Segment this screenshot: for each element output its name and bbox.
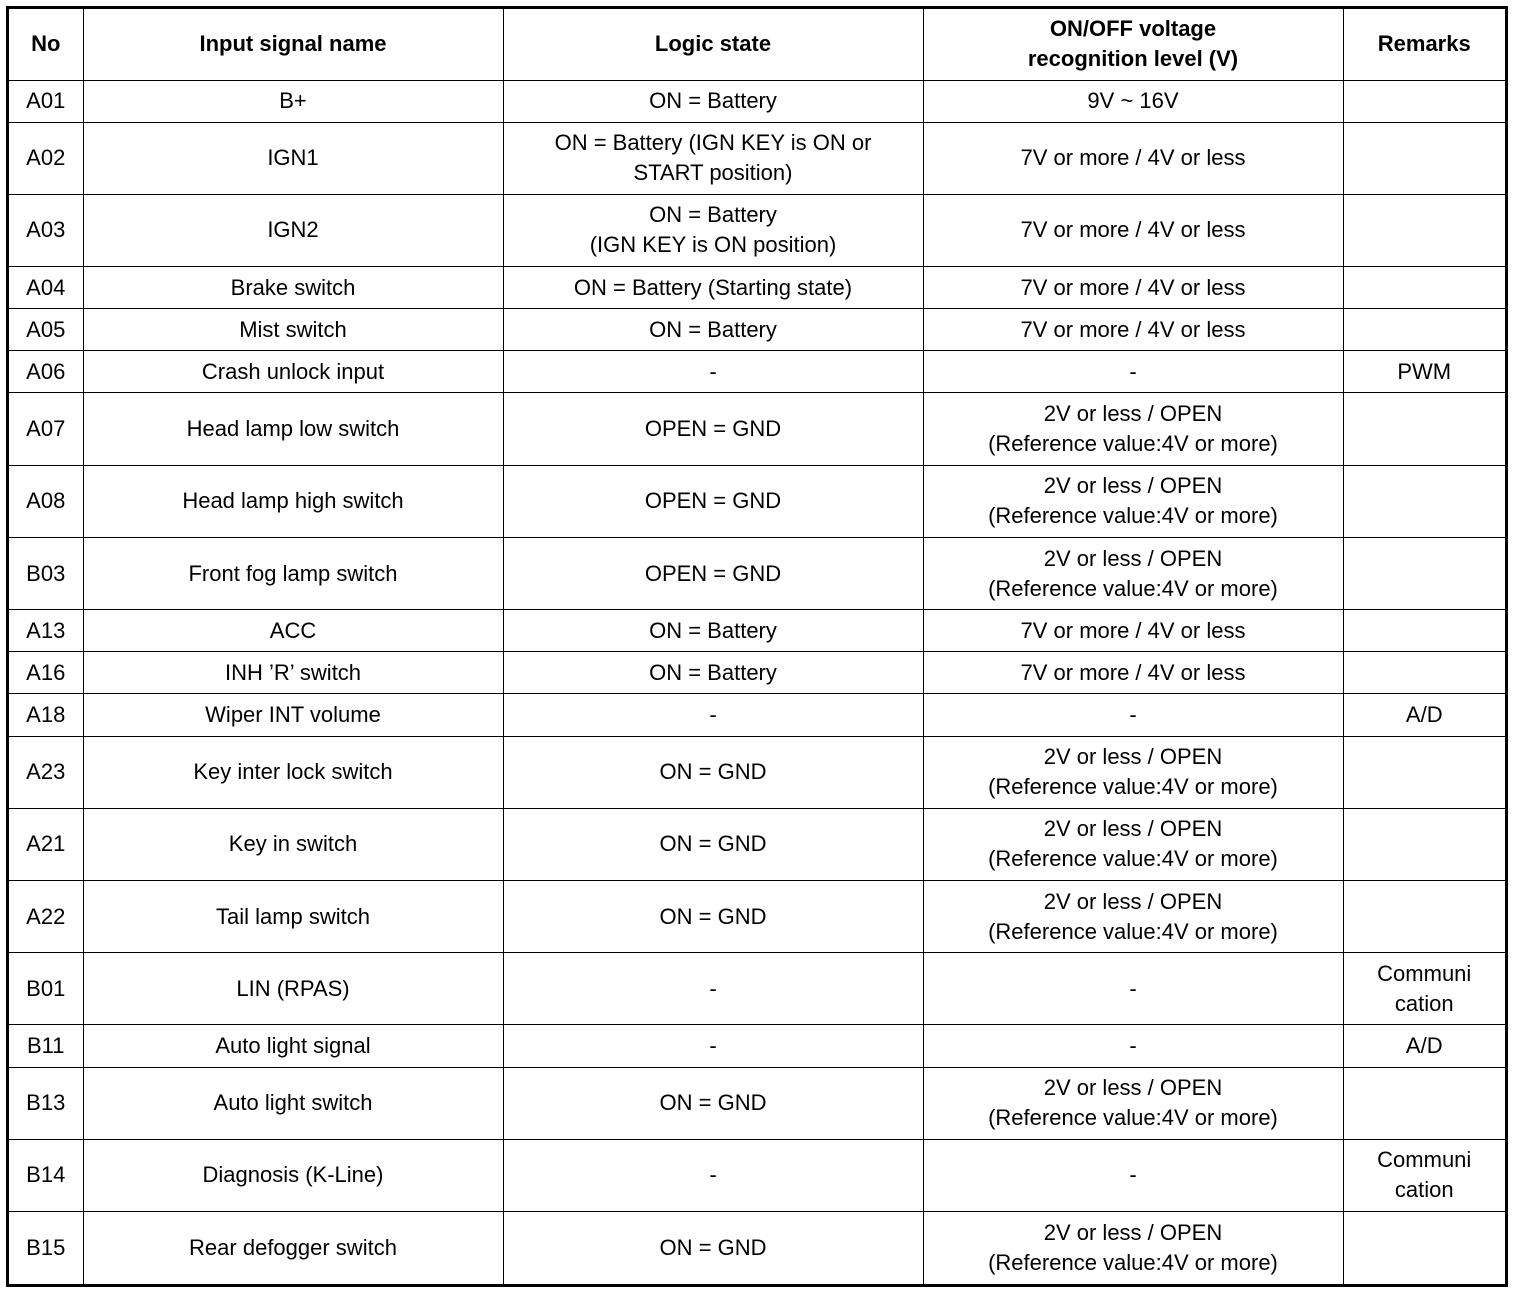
cell-voltage: 2V or less / OPEN (Reference value:4V or more)	[923, 881, 1343, 953]
table-row	[9, 808, 1505, 880]
cell-remarks	[1343, 465, 1505, 537]
cell-remarks	[1343, 80, 1505, 122]
cell-remarks	[1343, 1212, 1505, 1284]
cell-remarks	[1343, 537, 1505, 609]
cell-signal-name: Diagnosis (K-Line)	[83, 1139, 503, 1211]
input-signal-table	[9, 9, 1505, 1284]
cell-signal-name: Front fog lamp switch	[83, 537, 503, 609]
cell-remarks	[1343, 808, 1505, 880]
table-row	[9, 736, 1505, 808]
cell-logic-state: ON = Battery	[503, 80, 923, 122]
cell-no: A21	[9, 808, 83, 880]
cell-remarks	[1343, 267, 1505, 309]
cell-signal-name: Brake switch	[83, 267, 503, 309]
cell-no: B13	[9, 1067, 83, 1139]
table-row	[9, 610, 1505, 652]
table-row	[9, 537, 1505, 609]
cell-remarks	[1343, 881, 1505, 953]
cell-logic-state: OPEN = GND	[503, 465, 923, 537]
table-row	[9, 351, 1505, 393]
cell-voltage: 7V or more / 4V or less	[923, 122, 1343, 194]
cell-remarks	[1343, 1067, 1505, 1139]
cell-no: A01	[9, 80, 83, 122]
cell-logic-state: OPEN = GND	[503, 537, 923, 609]
cell-voltage: 7V or more / 4V or less	[923, 610, 1343, 652]
cell-signal-name: INH ’R’ switch	[83, 652, 503, 694]
cell-remarks	[1343, 309, 1505, 351]
cell-signal-name: B+	[83, 80, 503, 122]
cell-voltage: 2V or less / OPEN (Reference value:4V or more)	[923, 1067, 1343, 1139]
cell-voltage: 2V or less / OPEN (Reference value:4V or more)	[923, 808, 1343, 880]
cell-signal-name: Tail lamp switch	[83, 881, 503, 953]
cell-voltage: 2V or less / OPEN (Reference value:4V or more)	[923, 393, 1343, 465]
cell-remarks	[1343, 122, 1505, 194]
cell-logic-state: ON = Battery	[503, 652, 923, 694]
cell-no: A03	[9, 194, 83, 266]
cell-voltage: 7V or more / 4V or less	[923, 194, 1343, 266]
cell-signal-name: Head lamp high switch	[83, 465, 503, 537]
cell-logic-state: ON = Battery (IGN KEY is ON or START position)	[503, 122, 923, 194]
cell-voltage: 7V or more / 4V or less	[923, 267, 1343, 309]
cell-voltage: 2V or less / OPEN (Reference value:4V or more)	[923, 1212, 1343, 1284]
cell-no: A06	[9, 351, 83, 393]
cell-signal-name: IGN2	[83, 194, 503, 266]
cell-signal-name: Key in switch	[83, 808, 503, 880]
cell-voltage: 2V or less / OPEN (Reference value:4V or more)	[923, 465, 1343, 537]
cell-logic-state: -	[503, 351, 923, 393]
cell-remarks	[1343, 194, 1505, 266]
cell-logic-state: -	[503, 1025, 923, 1067]
cell-signal-name: Wiper INT volume	[83, 694, 503, 736]
cell-logic-state: ON = GND	[503, 1067, 923, 1139]
cell-logic-state: ON = GND	[503, 736, 923, 808]
cell-remarks	[1343, 736, 1505, 808]
header-voltage-level: ON/OFF voltage recognition level (V)	[923, 9, 1343, 80]
cell-voltage: -	[923, 1025, 1343, 1067]
input-signal-table-frame	[6, 6, 1508, 1287]
table-row	[9, 652, 1505, 694]
cell-remarks: A/D	[1343, 694, 1505, 736]
cell-logic-state: ON = Battery (Starting state)	[503, 267, 923, 309]
cell-no: A13	[9, 610, 83, 652]
table-row	[9, 465, 1505, 537]
cell-voltage: -	[923, 694, 1343, 736]
cell-voltage: -	[923, 953, 1343, 1025]
cell-voltage: -	[923, 1139, 1343, 1211]
table-row	[9, 267, 1505, 309]
cell-no: A22	[9, 881, 83, 953]
cell-remarks	[1343, 393, 1505, 465]
cell-signal-name: Rear defogger switch	[83, 1212, 503, 1284]
table-row	[9, 1025, 1505, 1067]
cell-no: B03	[9, 537, 83, 609]
cell-logic-state: ON = Battery (IGN KEY is ON position)	[503, 194, 923, 266]
cell-no: B14	[9, 1139, 83, 1211]
cell-no: A02	[9, 122, 83, 194]
cell-no: B15	[9, 1212, 83, 1284]
cell-remarks: A/D	[1343, 1025, 1505, 1067]
table-row	[9, 881, 1505, 953]
cell-remarks: Communi cation	[1343, 953, 1505, 1025]
table-row	[9, 1139, 1505, 1211]
cell-remarks	[1343, 652, 1505, 694]
cell-voltage: 2V or less / OPEN (Reference value:4V or more)	[923, 736, 1343, 808]
cell-remarks	[1343, 610, 1505, 652]
table-row	[9, 1212, 1505, 1284]
cell-signal-name: Auto light signal	[83, 1025, 503, 1067]
cell-signal-name: Head lamp low switch	[83, 393, 503, 465]
header-logic-state: Logic state	[503, 9, 923, 80]
table-row	[9, 309, 1505, 351]
header-remarks: Remarks	[1343, 9, 1505, 80]
cell-logic-state: ON = GND	[503, 881, 923, 953]
cell-logic-state: OPEN = GND	[503, 393, 923, 465]
cell-logic-state: -	[503, 953, 923, 1025]
cell-no: B01	[9, 953, 83, 1025]
cell-no: A07	[9, 393, 83, 465]
table-row	[9, 393, 1505, 465]
cell-no: A18	[9, 694, 83, 736]
cell-signal-name: Auto light switch	[83, 1067, 503, 1139]
cell-remarks: PWM	[1343, 351, 1505, 393]
table-row	[9, 953, 1505, 1025]
cell-voltage: 9V ~ 16V	[923, 80, 1343, 122]
cell-no: A23	[9, 736, 83, 808]
cell-no: B11	[9, 1025, 83, 1067]
cell-signal-name: ACC	[83, 610, 503, 652]
cell-no: A05	[9, 309, 83, 351]
cell-voltage: -	[923, 351, 1343, 393]
table-row	[9, 80, 1505, 122]
cell-no: A16	[9, 652, 83, 694]
table-row	[9, 1067, 1505, 1139]
cell-voltage: 7V or more / 4V or less	[923, 652, 1343, 694]
cell-signal-name: LIN (RPAS)	[83, 953, 503, 1025]
table-row	[9, 694, 1505, 736]
cell-remarks: Communi cation	[1343, 1139, 1505, 1211]
cell-no: A08	[9, 465, 83, 537]
cell-logic-state: -	[503, 1139, 923, 1211]
cell-no: A04	[9, 267, 83, 309]
cell-logic-state: ON = Battery	[503, 610, 923, 652]
cell-logic-state: ON = GND	[503, 1212, 923, 1284]
cell-signal-name: Key inter lock switch	[83, 736, 503, 808]
header-row	[9, 9, 1505, 80]
cell-signal-name: Crash unlock input	[83, 351, 503, 393]
cell-signal-name: Mist switch	[83, 309, 503, 351]
cell-logic-state: ON = GND	[503, 808, 923, 880]
cell-logic-state: -	[503, 694, 923, 736]
header-input-signal-name: Input signal name	[83, 9, 503, 80]
cell-signal-name: IGN1	[83, 122, 503, 194]
header-no: No	[9, 9, 83, 80]
cell-voltage: 2V or less / OPEN (Reference value:4V or more)	[923, 537, 1343, 609]
cell-voltage: 7V or more / 4V or less	[923, 309, 1343, 351]
cell-logic-state: ON = Battery	[503, 309, 923, 351]
table-row	[9, 194, 1505, 266]
table-row	[9, 122, 1505, 194]
